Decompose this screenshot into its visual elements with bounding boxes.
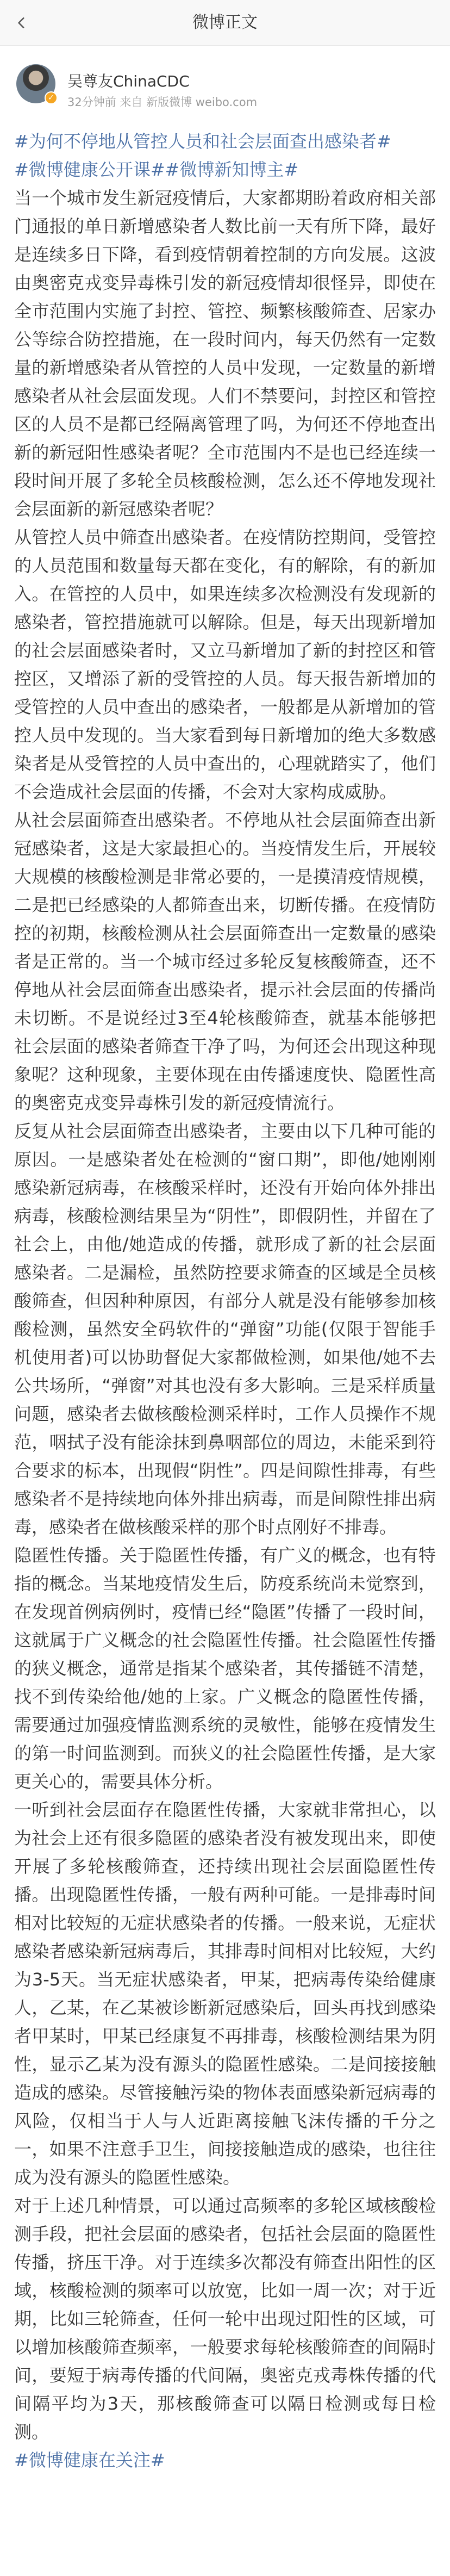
post-meta bbox=[67, 94, 257, 110]
paragraph: 反复从社会层面筛查出感染者，主要由以下几种可能的原因。一是感染者处在检测的“窗口期”，即他/她刚刚感染新冠病毒，在核酸采样时，还没有开始向体外排出病毒，核酸检测结果呈为“阴性”，即假阴性，并留在了社会上，由他/她造成的传播，就形成了新的社会层面感染者。二是漏检，虽然防控要求筛查的区域是全员核酸筛查，但因种种原因，有部分人就是没有能够参加核酸检测，虽然安全码软件的“弹窗”功能(仅限于智能手机使用者)可以协助督促大家都做检测，如果他/她不去公共场所，“弹窗”对其也没有多大影响。三是采样质量问题，感染者去做核酸检测采样时，工作人员操作不规范，咽拭子没有能涂抹到鼻咽部位的周边，未能采到符合要求的标本，出现假“阴性”。四是间隙性排毒，有些感染者不是持续地向体外排出病毒，而是间隙性排出病毒，感染者在做核酸采样的那个时点刚好不排毒。 bbox=[14, 1121, 436, 1537]
topic-tags[interactable]: #微博健康公开课##微博新知博主# bbox=[14, 159, 299, 180]
post-source: 来自 新版微博 weibo.com bbox=[120, 96, 258, 109]
paragraph: 当一个城市发生新冠疫情后，大家都期盼着政府相关部门通报的单日新增感染者人数比前一天有所下降，最好是连续多日下降，看到疫情朝着控制的方向发展。这波由奥密克戎变异毒株引发的新冠疫情却很怪异，即使在全市范围内实施了封控、管控、频繁核酸筛查、居家办公等综合防控措施，在一段时间内，每天仍然有一定数量的新增感染者从管控的人员中发现，一定数量的新增感染者从社会层面发现。人们不禁要问，封控区和管控区的人员不是都已经隔离管理了吗，为何还不停地查出新的新冠阳性感染者呢？全市范围内不是也已经连续一段时间开展了多轮全员核酸检测，怎么还不停地发现社会层面新的新冠感染者呢？ bbox=[14, 188, 436, 519]
paragraph: 隐匿性传播。关于隐匿性传播，有广义的概念，也有特指的概念。当某地疫情发生后，防疫系统尚未觉察到，在发现首例病例时，疫情已经“隐匿”传播了一段时间，这就属于广义概念的社会隐匿性传播。社会隐匿性传播的狭义概念，通常是指某个感染者，其传播链不清楚，找不到传染给他/她的上家。广义概念的隐匿性传播，需要通过加强疫情监测系统的灵敏性，能够在疫情发生的第一时间监测到。而狭义的社会隐匿性传播，是大家更关心的，需要具体分析。 bbox=[14, 1545, 436, 1792]
paragraph: 一听到社会层面存在隐匿性传播，大家就非常担心，以为社会上还有很多隐匿的感染者没有被发现出来，即使开展了多轮核酸筛查，还持续出现社会层面隐匿性传播。出现隐匿性传播，一般有两种可能。一是排毒时间相对比较短的无症状感染者的传播。一般来说，无症状感染者感染新冠病毒后，其排毒时间相对比较短，大约为3-5天。当无症状感染者，甲某，把病毒传染给健康人，乙某，在乙某被诊断新冠感染后，回头再找到感染者甲某时，甲某已经康复不再排毒，核酸检测结果为阴性，显示乙某为没有源头的隐匿性感染。二是间接接触造成的感染。尽管接触污染的物体表面感染新冠病毒的风险，仅相当于人与人近距离接触飞沫传播的千分之一，如果不注意手卫生，间接接触造成的感染，也往往成为没有源头的隐匿性感染。 bbox=[14, 1799, 436, 2188]
topic-tag-footer[interactable]: #微博健康在关注# bbox=[14, 2450, 165, 2471]
author-name[interactable]: 吴尊友ChinaCDC bbox=[67, 72, 190, 90]
author-header bbox=[0, 46, 450, 127]
top-nav-bar bbox=[0, 0, 450, 46]
topic-tag-title[interactable]: #为何不停地从管控人员和社会层面查出感染者# bbox=[14, 131, 391, 152]
avatar[interactable] bbox=[16, 64, 55, 103]
paragraph: 对于上述几种情景，可以通过高频率的多轮区域核酸检测手段，把社会层面的感染者，包括社会层面的隐匿性传播，挤压干净。对于连续多次都没有筛查出阳性的区域，核酸检测的频率可以放宽，比如一周一次；对于近期，比如三轮筛查，任何一轮中出现过阳性的区域，可以增加核酸筛查频率，一般要求每轮核酸筛查的间隔时间，要短于病毒传播的代间隔，奥密克戎毒株传播的代间隔平均为3天，那核酸筛查可以隔日检测或每日检测。 bbox=[14, 2195, 436, 2442]
paragraph: 从管控人员中筛查出感染者。在疫情防控期间，受管控的人员范围和数量每天都在变化，有的解除，有的新加入。在管控的人员中，如果连续多次检测没有发现新的感染者，管控措施就可以解除。但是，每天出现新增加的社会层面感染者时，又立马新增加了新的封控区和管控区，又增添了新的受管控的人员。每天报告新增加的受管控的人员中查出的感染者，一般都是从新增加的管控人员中发现的。当大家看到每日新增加的绝大多数感染者是从受管控的人员中查出的，心理就踏实了，他们不会造成社会层面的传播，不会对大家构成威胁。 bbox=[14, 527, 436, 802]
verified-badge-icon: ✓ bbox=[45, 91, 58, 104]
paragraph: 从社会层面筛查出感染者。不停地从社会层面筛查出新冠感染者，这是大家最担心的。当疫情发生后，开展较大规模的核酸检测是非常必要的，一是摸清疫情规模，二是把已经感染的人都筛查出来，切断传播。在疫情防控的初期，核酸检测从社会层面筛查出一定数量的感染者是正常的。当一个城市经过多轮反复核酸筛查，还不停地从社会层面筛查出感染者，提示社会层面的传播尚未切断。不是说经过3至4轮核酸筛查，就基本能够把社会层面的感染者筛查干净了吗，为何还会出现这种现象呢？这种现象，主要体现在由传播速度快、隐匿性高的奥密克戎变异毒株引发的新冠疫情流行。 bbox=[14, 810, 436, 1113]
page-title: 微博正文 bbox=[192, 13, 258, 32]
post-time: 32分钟前 bbox=[67, 96, 116, 109]
post-body bbox=[0, 127, 450, 2474]
